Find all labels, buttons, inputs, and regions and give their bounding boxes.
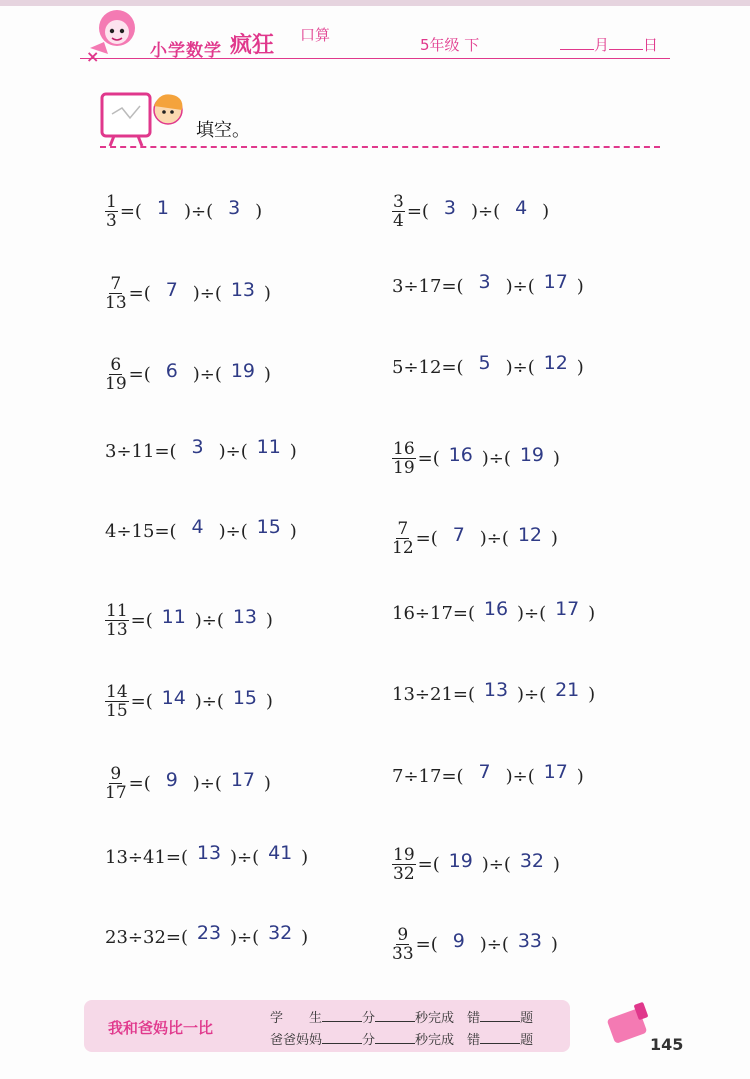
open-paren: ( bbox=[214, 773, 222, 794]
problem-item bbox=[392, 761, 584, 787]
fraction-numerator: 9 bbox=[397, 925, 409, 945]
fraction-denominator: 32 bbox=[393, 864, 415, 884]
answer-blank-divisor[interactable] bbox=[213, 196, 255, 223]
close-paren: ) bbox=[517, 683, 525, 705]
fraction-numerator: 11 bbox=[106, 601, 128, 621]
fraction-numerator: 1 bbox=[106, 192, 117, 212]
handwritten-answer: 13 bbox=[230, 278, 256, 301]
close-paren: ) bbox=[218, 520, 226, 542]
open-paren: ( bbox=[527, 765, 535, 787]
answer-blank-divisor[interactable] bbox=[222, 278, 264, 305]
answer-blank-dividend[interactable] bbox=[475, 679, 517, 705]
close-paren: ) bbox=[263, 364, 271, 385]
handwritten-answer: 13 bbox=[483, 679, 509, 701]
open-paren: ( bbox=[214, 364, 222, 385]
open-paren: ( bbox=[180, 926, 189, 948]
division-sign: ÷ bbox=[225, 520, 241, 542]
handwritten-answer: 32 bbox=[519, 849, 545, 872]
close-paren: ) bbox=[289, 520, 297, 542]
close-paren: ) bbox=[517, 602, 525, 624]
handwritten-answer: 13 bbox=[196, 842, 222, 864]
handwritten-answer: 14 bbox=[161, 686, 186, 709]
header-divider bbox=[80, 58, 670, 59]
answer-blank-dividend[interactable] bbox=[153, 605, 195, 632]
fraction-numerator: 3 bbox=[393, 192, 404, 212]
fraction-numerator: 14 bbox=[106, 682, 128, 702]
answer-blank-dividend[interactable] bbox=[188, 842, 230, 868]
problem-item bbox=[392, 271, 584, 297]
answer-blank-dividend[interactable] bbox=[438, 523, 480, 550]
close-paren: ) bbox=[505, 356, 513, 378]
open-paren: ( bbox=[145, 610, 153, 631]
close-paren: ) bbox=[505, 765, 513, 787]
close-paren: ) bbox=[192, 773, 200, 794]
close-paren: ) bbox=[194, 691, 202, 712]
instruction-text: 填空。 bbox=[196, 120, 250, 141]
division-expression: 7÷17= bbox=[392, 765, 457, 787]
equals-sign: = bbox=[128, 283, 144, 304]
answer-blank-dividend[interactable] bbox=[475, 598, 517, 624]
problem-item bbox=[392, 440, 560, 477]
footer-row-parents: 爸爸妈妈 分 秒完成 错 题 bbox=[270, 1033, 534, 1048]
equals-sign: = bbox=[417, 854, 433, 875]
problem-item bbox=[105, 683, 273, 720]
division-expression: 4÷15= bbox=[105, 520, 170, 542]
day-label: 日 bbox=[643, 36, 659, 54]
answer-blank-divisor[interactable] bbox=[511, 443, 553, 470]
open-paren: ( bbox=[501, 934, 509, 955]
open-paren: ( bbox=[432, 448, 440, 469]
division-sign: ÷ bbox=[512, 765, 528, 787]
answer-blank-dividend[interactable] bbox=[151, 278, 193, 305]
answer-blank-dividend[interactable] bbox=[464, 352, 506, 378]
answer-blank-divisor[interactable] bbox=[509, 523, 551, 550]
open-paren: ( bbox=[216, 610, 224, 631]
answer-blank-dividend[interactable] bbox=[464, 761, 506, 787]
handwritten-answer: 6 bbox=[165, 359, 178, 382]
open-paren: ( bbox=[143, 283, 151, 304]
open-paren: ( bbox=[527, 275, 535, 297]
close-paren: ) bbox=[263, 773, 271, 794]
answer-blank-dividend[interactable] bbox=[440, 849, 482, 876]
equals-sign: = bbox=[130, 691, 146, 712]
problem-item bbox=[392, 846, 560, 883]
close-paren: ) bbox=[479, 934, 487, 955]
problem-item bbox=[392, 520, 558, 557]
equals-sign: = bbox=[415, 934, 431, 955]
fraction bbox=[392, 440, 416, 477]
answer-blank-divisor[interactable] bbox=[248, 436, 290, 462]
brand-oral-calc: 口算 bbox=[300, 26, 331, 44]
open-paren: ( bbox=[432, 854, 440, 875]
close-paren: ) bbox=[552, 854, 560, 875]
problem-item bbox=[105, 842, 309, 868]
handwritten-answer: 3 bbox=[191, 436, 204, 458]
open-paren: ( bbox=[527, 356, 535, 378]
division-sign: ÷ bbox=[199, 773, 215, 794]
division-sign: ÷ bbox=[524, 602, 540, 624]
division-sign: ÷ bbox=[486, 528, 502, 549]
svg-text:×: × bbox=[86, 47, 100, 66]
handwritten-answer: 19 bbox=[519, 443, 545, 466]
fraction-denominator: 12 bbox=[392, 538, 414, 558]
close-paren: ) bbox=[479, 528, 487, 549]
close-paren: ) bbox=[588, 602, 596, 624]
answer-blank-dividend[interactable] bbox=[464, 271, 506, 297]
problem-item bbox=[105, 356, 271, 393]
fraction-denominator: 3 bbox=[106, 211, 117, 231]
footer-title: 我和爸妈比一比 bbox=[108, 1019, 214, 1037]
answer-blank-divisor[interactable] bbox=[224, 686, 266, 713]
open-paren: ( bbox=[493, 201, 501, 222]
open-paren: ( bbox=[214, 283, 222, 304]
answer-blank-dividend[interactable] bbox=[151, 768, 193, 795]
handwritten-answer: 19 bbox=[448, 849, 473, 872]
problem-item bbox=[392, 193, 549, 230]
handwritten-answer: 12 bbox=[543, 352, 568, 374]
fraction-denominator: 15 bbox=[106, 701, 128, 721]
division-sign: ÷ bbox=[201, 610, 217, 631]
handwritten-answer: 23 bbox=[196, 922, 222, 944]
close-paren: ) bbox=[550, 934, 558, 955]
handwritten-answer: 7 bbox=[478, 761, 491, 783]
month-label: 月 bbox=[594, 36, 610, 54]
date-field bbox=[560, 34, 658, 55]
handwritten-answer: 3 bbox=[443, 196, 456, 219]
open-paren: ( bbox=[169, 440, 177, 462]
close-paren: ) bbox=[552, 448, 560, 469]
open-paren: ( bbox=[169, 520, 177, 542]
open-paren: ( bbox=[206, 201, 214, 222]
division-sign: ÷ bbox=[512, 275, 528, 297]
fraction bbox=[392, 846, 416, 883]
close-paren: ) bbox=[265, 610, 273, 631]
problem-item bbox=[105, 275, 271, 312]
open-paren: ( bbox=[216, 691, 224, 712]
open-paren: ( bbox=[252, 846, 260, 868]
fraction-denominator: 19 bbox=[393, 458, 415, 478]
division-sign: ÷ bbox=[512, 356, 528, 378]
answer-blank-dividend[interactable] bbox=[440, 443, 482, 470]
handwritten-answer: 16 bbox=[448, 443, 473, 466]
handwritten-answer: 9 bbox=[452, 929, 465, 952]
close-paren: ) bbox=[588, 683, 596, 705]
open-paren: ( bbox=[456, 275, 464, 297]
equals-sign: = bbox=[415, 528, 431, 549]
fraction-denominator: 13 bbox=[106, 620, 128, 640]
answer-blank-dividend[interactable] bbox=[151, 359, 193, 386]
open-paren: ( bbox=[539, 683, 547, 705]
handwritten-answer: 3 bbox=[478, 271, 491, 293]
close-paren: ) bbox=[542, 201, 550, 222]
fraction bbox=[392, 926, 414, 963]
division-sign: ÷ bbox=[488, 448, 504, 469]
chalkboard-icon bbox=[100, 84, 190, 148]
answer-blank-divisor[interactable] bbox=[222, 359, 264, 386]
close-paren: ) bbox=[550, 528, 558, 549]
open-paren: ( bbox=[467, 683, 476, 705]
handwritten-answer: 33 bbox=[517, 929, 543, 952]
fraction bbox=[105, 765, 127, 802]
fraction-denominator: 33 bbox=[392, 944, 414, 964]
fraction bbox=[105, 193, 118, 230]
division-sign: ÷ bbox=[225, 440, 241, 462]
close-paren: ) bbox=[505, 275, 513, 297]
open-paren: ( bbox=[503, 448, 511, 469]
problem-item bbox=[105, 516, 297, 542]
close-paren: ) bbox=[289, 440, 297, 462]
handwritten-answer: 41 bbox=[268, 842, 293, 864]
close-paren: ) bbox=[301, 846, 309, 868]
problem-item bbox=[105, 765, 271, 802]
open-paren: ( bbox=[430, 528, 438, 549]
close-paren: ) bbox=[218, 440, 226, 462]
division-expression: 5÷12= bbox=[392, 356, 457, 378]
fraction-denominator: 19 bbox=[105, 374, 127, 394]
fraction-numerator: 7 bbox=[397, 519, 409, 539]
footer-score-table bbox=[270, 1008, 533, 1052]
open-paren: ( bbox=[180, 846, 189, 868]
close-paren: ) bbox=[481, 448, 489, 469]
handwritten-answer: 9 bbox=[165, 768, 178, 791]
problem-item bbox=[392, 598, 596, 624]
fraction-numerator: 16 bbox=[393, 439, 415, 459]
answer-blank-divisor[interactable] bbox=[509, 929, 551, 956]
division-sign: ÷ bbox=[190, 201, 207, 222]
answer-blank-divisor[interactable] bbox=[248, 516, 290, 542]
close-paren: ) bbox=[255, 201, 263, 222]
close-paren: ) bbox=[481, 854, 489, 875]
open-paren: ( bbox=[240, 520, 248, 542]
brand-crazy: 疯狂 bbox=[230, 33, 275, 58]
answer-blank-divisor[interactable] bbox=[222, 768, 264, 795]
equals-sign: = bbox=[406, 201, 422, 222]
open-paren: ( bbox=[430, 934, 438, 955]
fraction-numerator: 6 bbox=[110, 355, 122, 375]
division-expression: 13÷21= bbox=[392, 683, 468, 705]
close-paren: ) bbox=[576, 275, 584, 297]
answer-blank-dividend[interactable] bbox=[177, 436, 219, 462]
handwritten-answer: 4 bbox=[191, 516, 204, 538]
handwritten-answer: 32 bbox=[268, 922, 293, 944]
fraction-numerator: 19 bbox=[393, 845, 415, 865]
fraction-numerator: 9 bbox=[110, 764, 122, 784]
answer-blank-divisor[interactable] bbox=[535, 352, 577, 378]
problem-item bbox=[105, 436, 297, 462]
close-paren: ) bbox=[183, 201, 191, 222]
open-paren: ( bbox=[467, 602, 476, 624]
answer-blank-divisor[interactable] bbox=[546, 598, 588, 624]
open-paren: ( bbox=[240, 440, 248, 462]
grade-label: 5年级 下 bbox=[420, 36, 480, 54]
answer-blank-dividend[interactable] bbox=[153, 686, 195, 713]
answer-blank-dividend[interactable] bbox=[177, 516, 219, 542]
fraction-denominator: 17 bbox=[105, 783, 127, 803]
fraction-denominator: 13 bbox=[105, 293, 127, 313]
handwritten-answer: 15 bbox=[256, 516, 281, 538]
brand-subject: 小学数学 bbox=[150, 41, 222, 61]
fraction bbox=[392, 193, 405, 230]
problem-item bbox=[392, 926, 558, 963]
equals-sign: = bbox=[130, 610, 146, 631]
fraction bbox=[392, 520, 414, 557]
open-paren: ( bbox=[421, 201, 429, 222]
answer-blank-dividend[interactable] bbox=[438, 929, 480, 956]
equals-sign: = bbox=[128, 773, 144, 794]
handwritten-answer: 3 bbox=[228, 196, 241, 219]
handwritten-answer: 15 bbox=[232, 686, 258, 709]
handwritten-answer: 5 bbox=[478, 352, 491, 374]
answer-blank-divisor[interactable] bbox=[259, 842, 301, 868]
page-number: 145 bbox=[650, 1035, 684, 1054]
fraction bbox=[105, 275, 127, 312]
answer-blank-divisor[interactable] bbox=[500, 196, 542, 223]
problem-item bbox=[105, 922, 309, 948]
close-paren: ) bbox=[194, 610, 202, 631]
answer-blank-divisor[interactable] bbox=[224, 605, 266, 632]
open-paren: ( bbox=[503, 854, 511, 875]
equals-sign: = bbox=[128, 364, 144, 385]
open-paren: ( bbox=[145, 691, 153, 712]
open-paren: ( bbox=[134, 201, 142, 222]
division-expression: 16÷17= bbox=[392, 602, 468, 624]
handwritten-answer: 13 bbox=[232, 605, 258, 628]
division-sign: ÷ bbox=[486, 934, 502, 955]
problem-item bbox=[392, 352, 584, 378]
handwritten-answer: 19 bbox=[230, 359, 256, 382]
division-expression: 23÷32= bbox=[105, 926, 181, 948]
handwritten-answer: 21 bbox=[555, 679, 580, 701]
problem-item bbox=[105, 193, 262, 230]
answer-blank-dividend[interactable] bbox=[429, 196, 471, 223]
answer-blank-divisor[interactable] bbox=[546, 679, 588, 705]
fraction bbox=[105, 683, 129, 720]
problem-item bbox=[392, 679, 596, 705]
close-paren: ) bbox=[470, 201, 478, 222]
answer-blank-dividend[interactable] bbox=[188, 922, 230, 948]
answer-blank-divisor[interactable] bbox=[535, 271, 577, 297]
close-paren: ) bbox=[192, 283, 200, 304]
division-sign: ÷ bbox=[201, 691, 217, 712]
close-paren: ) bbox=[263, 283, 271, 304]
fraction-denominator: 4 bbox=[393, 211, 404, 231]
handwritten-answer: 4 bbox=[515, 196, 528, 219]
division-sign: ÷ bbox=[488, 854, 504, 875]
open-paren: ( bbox=[143, 364, 151, 385]
close-paren: ) bbox=[576, 765, 584, 787]
close-paren: ) bbox=[230, 846, 238, 868]
open-paren: ( bbox=[539, 602, 547, 624]
problem-item bbox=[105, 602, 273, 639]
footer-row-student: 学 生 分 秒完成 错 题 bbox=[270, 1011, 534, 1026]
handwritten-answer: 11 bbox=[161, 605, 186, 628]
open-paren: ( bbox=[456, 356, 464, 378]
handwritten-answer: 17 bbox=[230, 768, 256, 791]
division-sign: ÷ bbox=[199, 364, 215, 385]
answer-blank-divisor[interactable] bbox=[511, 849, 553, 876]
handwritten-answer: 1 bbox=[156, 196, 169, 219]
open-paren: ( bbox=[456, 765, 464, 787]
answer-blank-divisor[interactable] bbox=[259, 922, 301, 948]
fraction bbox=[105, 602, 129, 639]
answer-blank-divisor[interactable] bbox=[535, 761, 577, 787]
open-paren: ( bbox=[143, 773, 151, 794]
division-sign: ÷ bbox=[237, 926, 253, 948]
close-paren: ) bbox=[265, 691, 273, 712]
open-paren: ( bbox=[501, 528, 509, 549]
handwritten-answer: 7 bbox=[165, 278, 178, 301]
instruction-divider bbox=[100, 146, 660, 148]
handwritten-answer: 12 bbox=[517, 523, 543, 546]
division-expression: 13÷41= bbox=[105, 846, 181, 868]
division-expression: 3÷11= bbox=[105, 440, 170, 462]
handwritten-answer: 7 bbox=[452, 523, 465, 546]
fraction bbox=[105, 356, 127, 393]
handwritten-answer: 17 bbox=[543, 271, 568, 293]
close-paren: ) bbox=[301, 926, 309, 948]
close-paren: ) bbox=[192, 364, 200, 385]
division-sign: ÷ bbox=[199, 283, 215, 304]
handwritten-answer: 16 bbox=[483, 598, 509, 620]
division-sign: ÷ bbox=[237, 846, 253, 868]
division-sign: ÷ bbox=[524, 683, 540, 705]
handwritten-answer: 17 bbox=[543, 761, 568, 783]
handwritten-answer: 17 bbox=[555, 598, 580, 620]
open-paren: ( bbox=[252, 926, 260, 948]
fraction-numerator: 7 bbox=[110, 274, 122, 294]
close-paren: ) bbox=[230, 926, 238, 948]
equals-sign: = bbox=[417, 448, 433, 469]
equals-sign: = bbox=[119, 201, 135, 222]
answer-blank-dividend[interactable] bbox=[142, 196, 184, 223]
handwritten-answer: 11 bbox=[256, 436, 281, 458]
close-paren: ) bbox=[576, 356, 584, 378]
division-sign: ÷ bbox=[477, 201, 494, 222]
division-expression: 3÷17= bbox=[392, 275, 457, 297]
